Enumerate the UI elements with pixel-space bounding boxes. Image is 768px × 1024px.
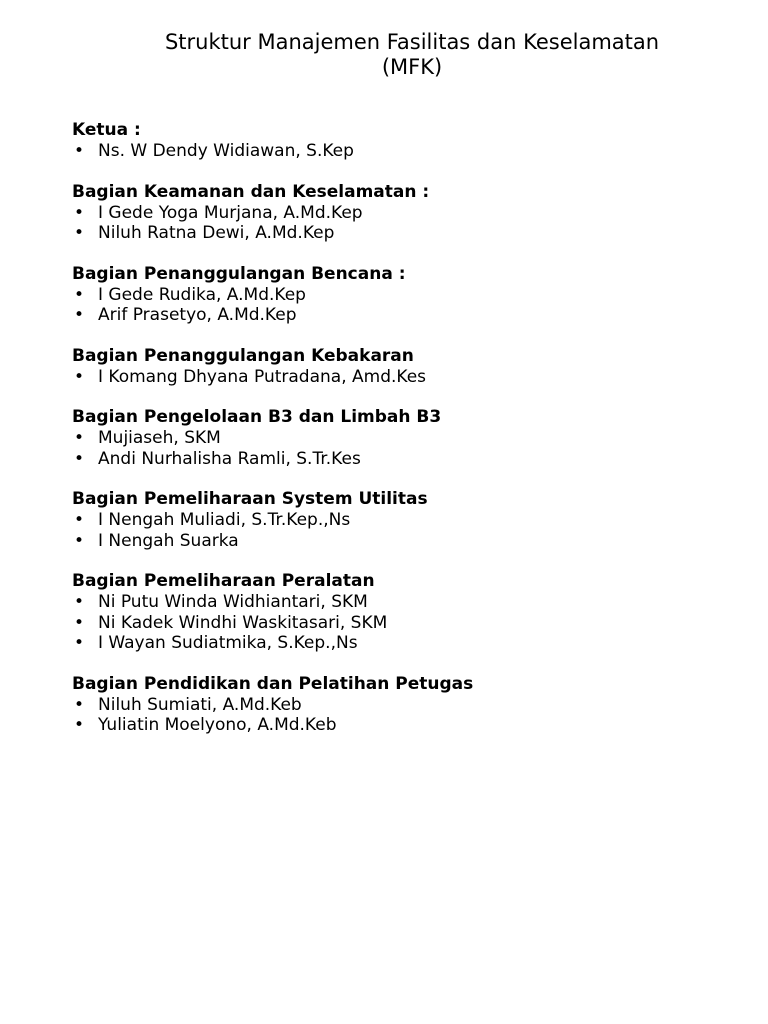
page-title [48, 30, 736, 80]
bullet-icon: • [74, 530, 85, 551]
section-heading: Ketua : [72, 120, 141, 140]
bullet-icon: • [74, 366, 85, 387]
list-item [72, 633, 696, 654]
member-name: I Gede Rudika, A.Md.Kep [98, 284, 306, 305]
member-list [72, 592, 696, 654]
section-heading: Bagian Pemeliharaan Peralatan [72, 571, 375, 591]
section-heading: Bagian Pengelolaan B3 dan Limbah B3 [72, 407, 442, 427]
section [72, 571, 696, 654]
bullet-icon: • [74, 715, 85, 735]
member-name: I Wayan Sudiatmika, S.Kep.,Ns [98, 633, 358, 653]
member-list [72, 285, 696, 326]
bullet-icon: • [74, 592, 85, 612]
section [72, 264, 696, 326]
member-name: Arif Prasetyo, A.Md.Kep [98, 305, 297, 325]
bullet-icon: • [74, 223, 85, 243]
member-list [72, 203, 696, 244]
bullet-icon: • [74, 633, 85, 653]
list-item [72, 141, 696, 162]
section [72, 674, 696, 736]
section [72, 182, 696, 244]
section-heading: Bagian Penanggulangan Kebakaran [72, 345, 414, 366]
member-list [72, 510, 696, 551]
section-heading: Bagian Pendidikan dan Pelatihan Petugas [72, 673, 474, 694]
list-item [72, 449, 696, 470]
list-item [72, 223, 696, 244]
member-name: I Nengah Muliadi, S.Tr.Kep.,Ns [98, 510, 351, 530]
member-list [72, 367, 696, 388]
section-heading: Bagian Pemeliharaan System Utilitas [72, 489, 428, 509]
bullet-icon: • [74, 612, 85, 633]
member-name: Ns. W Dendy Widiawan, S.Kep [98, 141, 354, 161]
member-name: Ni Kadek Windhi Waskitasari, SKM [98, 612, 388, 633]
section [72, 346, 696, 388]
list-item [72, 428, 696, 449]
section [72, 120, 696, 162]
list-item [72, 715, 696, 736]
list-item [72, 367, 696, 388]
sections-container [72, 120, 696, 736]
member-name: Yuliatin Moelyono, A.Md.Keb [98, 715, 337, 735]
bullet-icon: • [74, 510, 85, 530]
list-item [72, 305, 696, 326]
section-heading: Bagian Penanggulangan Bencana : [72, 263, 406, 284]
member-name: Niluh Sumiati, A.Md.Keb [98, 694, 302, 715]
section [72, 407, 696, 469]
title-line-1: Struktur Manajemen Fasilitas dan Keselamatan [164, 30, 660, 54]
member-name: Andi Nurhalisha Ramli, S.Tr.Kes [98, 448, 361, 469]
list-item [72, 510, 696, 531]
member-name: Ni Putu Winda Widhiantari, SKM [98, 592, 368, 612]
title-line-2: (MFK) [381, 55, 443, 79]
member-name: I Nengah Suarka [98, 530, 239, 551]
list-item [72, 695, 696, 716]
list-item [72, 613, 696, 634]
list-item [72, 203, 696, 224]
bullet-icon: • [74, 694, 85, 715]
section [72, 489, 696, 551]
bullet-icon: • [74, 284, 85, 305]
member-list [72, 695, 696, 736]
list-item [72, 285, 696, 306]
member-name: Niluh Ratna Dewi, A.Md.Kep [98, 223, 335, 243]
section-heading: Bagian Keamanan dan Keselamatan : [72, 181, 430, 202]
bullet-icon: • [74, 428, 85, 448]
member-list [72, 428, 696, 469]
member-name: I Komang Dhyana Putradana, Amd.Kes [98, 366, 427, 387]
member-name: I Gede Yoga Murjana, A.Md.Kep [98, 202, 363, 223]
member-list [72, 141, 696, 162]
bullet-icon: • [74, 141, 85, 161]
list-item [72, 531, 696, 552]
list-item [72, 592, 696, 613]
bullet-icon: • [74, 202, 85, 223]
member-name: Mujiaseh, SKM [98, 428, 221, 448]
bullet-icon: • [74, 305, 85, 325]
bullet-icon: • [74, 448, 85, 469]
